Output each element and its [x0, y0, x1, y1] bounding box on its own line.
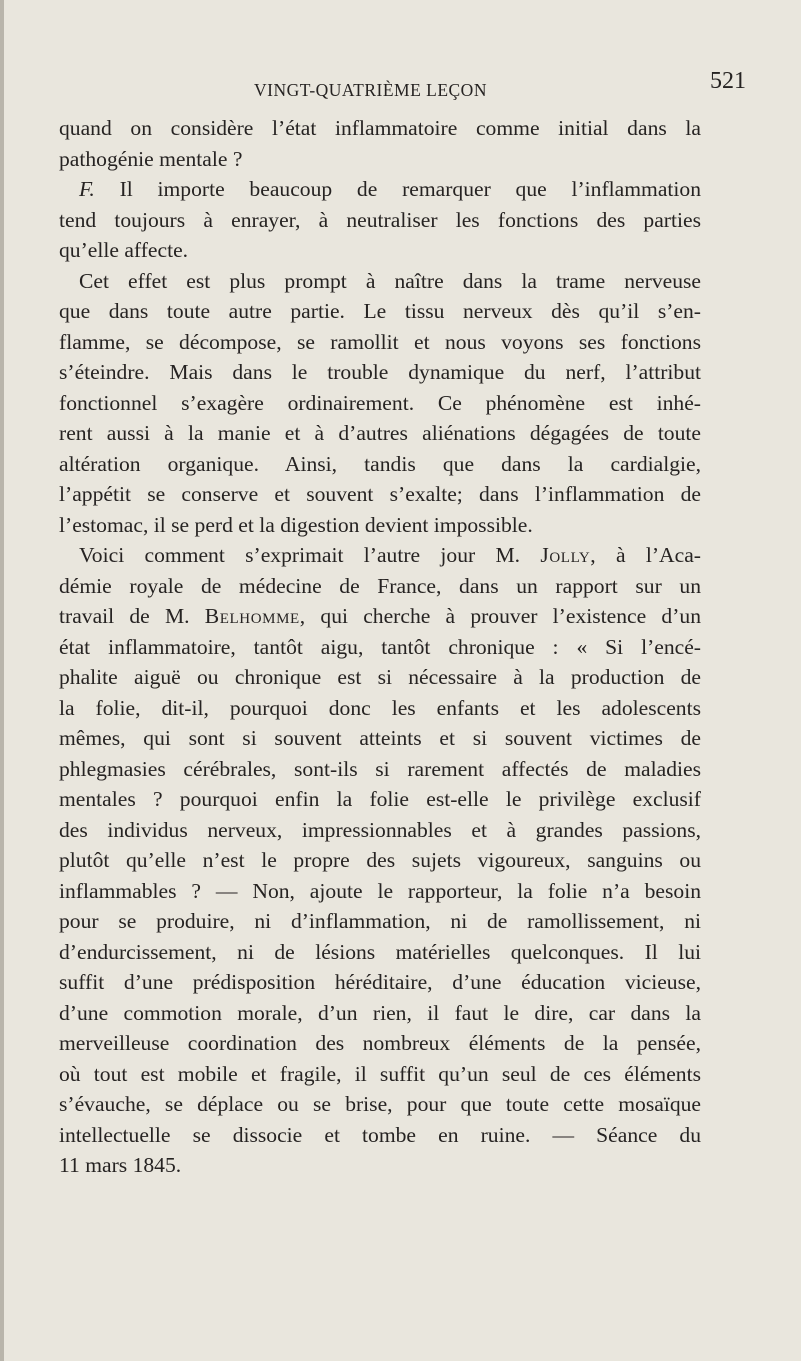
text-line: plutôt qu’elle n’est le propre des sujets vigoureux, sanguins ou [59, 848, 701, 872]
text-line: intellectuelle se dissocie et tombe en ruine. — Séance du [59, 1122, 701, 1147]
text-line: s’évauche, se déplace ou se brise, pour que toute cette mosaïque [59, 1092, 701, 1116]
text-line: Cet effet est plus prompt à naître dans la trame nerveuse [79, 268, 701, 293]
text-line [59, 174, 701, 205]
text-line: que dans toute autre partie. Le tissu nerveux dès qu’il s’en- [59, 299, 701, 323]
text-fragment: Voici comment s’exprimait l’autre jour M. [79, 543, 541, 567]
text-line: état inflammatoire, tantôt aigu, tantôt chronique : « Si l’encé- [59, 634, 701, 659]
text-line: pathogénie mentale ? [59, 146, 243, 171]
text-line: 11 mars 1845. [59, 1153, 182, 1177]
text-line: suffit d’une prédisposition héréditaire, d’une éducation vicieuse, [59, 970, 701, 994]
text-line: altération organique. Ainsi, tandis que dans la cardialgie, [59, 451, 701, 476]
text-line [59, 540, 701, 571]
speaker-label: F. [79, 177, 95, 201]
page-edge-shadow [0, 0, 4, 1361]
page-number: 521 [710, 68, 746, 94]
text-line: des individus nerveux, impressionnables et à grandes passions, [59, 817, 701, 842]
text-line: tend toujours à enrayer, à neutraliser les fonctions des parties [59, 207, 701, 232]
text-line: mêmes, qui sont si souvent atteints et si souvent victimes de [59, 726, 701, 750]
text-line: où tout est mobile et fragile, il suffit qu’un seul de ces éléments [59, 1061, 701, 1086]
person-name: Jolly [540, 543, 591, 567]
text-line: phlegmasies cérébrales, sont-ils si rarement affectés de maladies [59, 756, 701, 781]
text-line: s’éteindre. Mais dans le trouble dynamique du nerf, l’attribut [59, 360, 701, 384]
text-line: merveilleuse coordination des nombreux éléments de la pensée, [59, 1031, 701, 1055]
text-line: quand on considère l’état inflammatoire comme initial dans la [59, 116, 701, 140]
text-line: mentales ? pourquoi enfin la folie est-elle le privilège exclusif [59, 787, 701, 811]
running-head: VINGT-QUATRIÈME LEÇON [254, 80, 487, 100]
text-line: l’appétit se conserve et souvent s’exalte; dans l’inflammation de [59, 482, 701, 506]
text-line [59, 601, 701, 632]
text-fragment: , qui cherche à prouver l’existence d’un [299, 604, 701, 628]
text-line: rent aussi à la manie et à d’autres aliénations dégagées de toute [59, 421, 701, 445]
text-line: d’une commotion morale, d’un rien, il faut le dire, car dans la [59, 1000, 701, 1025]
text-fragment: , à l’Aca- [590, 543, 701, 567]
text-line: inflammables ? — Non, ajoute le rapporteur, la folie n’a besoin [59, 878, 701, 903]
person-name: Belhomme [204, 604, 300, 628]
text-line: flamme, se décompose, se ramollit et nous voyons ses fonctions [59, 329, 701, 354]
text-line: pour se produire, ni d’inflammation, ni de ramollissement, ni [59, 909, 701, 933]
text-fragment: travail de M. [59, 604, 205, 628]
body-text [59, 113, 701, 1181]
text-fragment: Il importe beaucoup de remarquer que l’inflammation [94, 177, 701, 201]
text-line: d’endurcissement, ni de lésions matérielles quelconques. Il lui [59, 939, 701, 964]
text-line: qu’elle affecte. [59, 238, 189, 262]
text-line: phalite aiguë ou chronique est si nécessaire à la production de [59, 665, 701, 689]
text-line: l’estomac, il se perd et la digestion devient impossible. [59, 512, 533, 537]
text-line: démie royale de médecine de France, dans un rapport sur un [59, 573, 701, 598]
text-line: fonctionnel s’exagère ordinairement. Ce phénomène est inhé- [59, 390, 701, 415]
text-line: la folie, dit-il, pourquoi donc les enfants et les adolescents [59, 695, 701, 720]
